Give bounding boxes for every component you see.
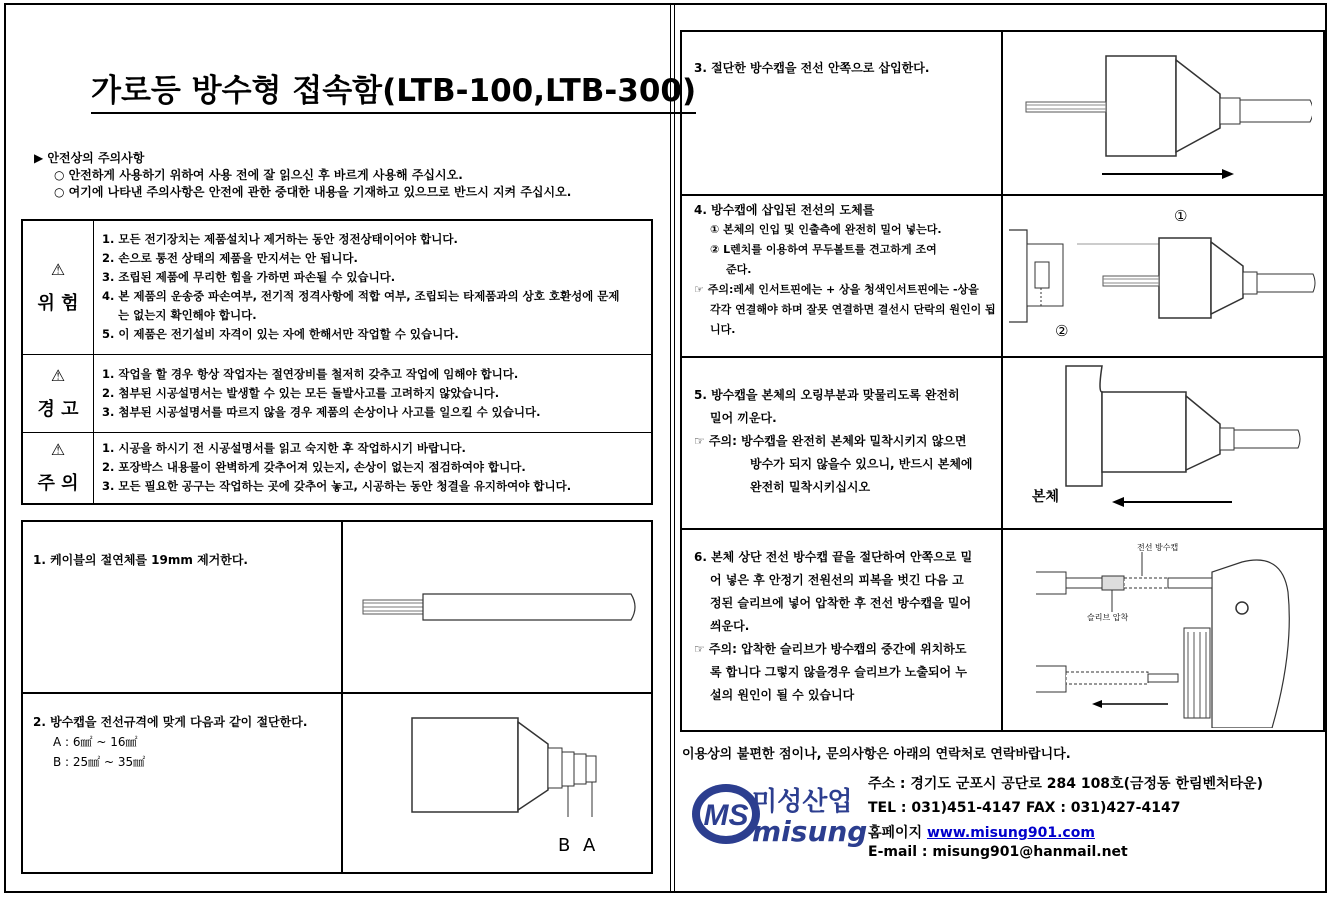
warning-item: 1. 모든 전기장치는 제품설치나 제거하는 동안 정전상태이어야 합니다. xyxy=(102,232,458,247)
step-text-line: ② L렌치를 이용하여 무두볼트를 견고하게 조여 xyxy=(710,243,937,256)
figure-label-a: A xyxy=(583,835,596,856)
steps-right-box xyxy=(680,30,1325,732)
center-divider-inner xyxy=(674,5,675,891)
step-text-line: ☞ 주의:레세 인서트핀에는 + 상을 청색인서트핀에는 -상을 xyxy=(694,283,979,296)
step-5 xyxy=(694,384,973,499)
step-text-line: ☞ 주의: 방수캡을 완전히 본체와 밀착시키지 않으면 xyxy=(694,434,967,448)
step-text-line: ☞ 주의: 압착한 슬리브가 방수캡의 중간에 위치하도 xyxy=(694,642,967,656)
warning-triangle-icon: ⚠ xyxy=(50,440,66,460)
step-text-line: 준다. xyxy=(726,263,752,276)
warning-triangle-icon: ⚠ xyxy=(50,259,66,279)
contact-homepage xyxy=(868,822,1095,842)
warning-label: 주 의 xyxy=(37,473,79,495)
contact-tel-fax: TEL : 031)451-4147 FAX : 031)427-4147 xyxy=(868,800,1181,816)
contact-address: 주소 : 경기도 군포시 공단로 284 108호(금정동 한림벤처타운) xyxy=(868,776,1263,792)
figure-label-1: ① xyxy=(1174,207,1188,225)
warning-item: 2. 포장박스 내용물이 완벽하게 갖추어져 있는지, 손상이 없는지 점검하여야 합니다. xyxy=(102,460,526,475)
step-text-line: 4. 방수캡에 삽입된 전선의 도체를 xyxy=(694,203,875,217)
step-4 xyxy=(694,200,996,340)
step-text-line: 3. 절단한 방수캡을 전선 안쪽으로 삽입한다. xyxy=(694,61,930,75)
warning-row-notice xyxy=(22,432,652,504)
step-text-line: 5. 방수캡을 본체의 오링부분과 맞물리도록 완전히 xyxy=(694,388,960,402)
steps-left-box xyxy=(21,520,653,874)
warning-items xyxy=(94,354,653,432)
step-text-line: 1. 케이블의 절연체를 19mm 제거한다. xyxy=(33,553,248,567)
warning-item: 5. 이 제품은 전기설비 자격이 있는 자에 한해서만 작업할 수 있습니다. xyxy=(102,327,459,342)
sleeve-crimp-figure xyxy=(1032,532,1322,728)
warning-item: 4. 본 제품의 운송중 파손여부, 전기적 정격사항에 적합 여부, 조립되는 타제품과의 상호 호환성에 문제 xyxy=(102,289,620,304)
figure-label-2: ② xyxy=(1055,322,1069,340)
warning-item: 1. 시공을 하시기 전 시공설명서를 읽고 숙지한 후 작업하시기 바랍니다. xyxy=(102,441,466,456)
step-2 xyxy=(33,712,307,772)
warning-item: 2. 손으로 통전 상태의 제품을 만지셔는 안 됩니다. xyxy=(102,251,358,266)
contact-notice: 이용상의 불편한 점이나, 문의사항은 아래의 연락처로 연락바랍니다. xyxy=(682,747,1071,762)
step-6 xyxy=(694,546,972,707)
warning-item: 1. 작업을 할 경우 항상 작업자는 절연장비를 철저히 갖추고 작업에 임해야 합니다. xyxy=(102,366,519,381)
step-text-line: 각각 연결해야 하며 잘못 연결하면 결선시 단락의 원인이 됩 xyxy=(710,303,996,316)
step-3 xyxy=(694,58,929,78)
warning-label-cell xyxy=(22,354,94,432)
contact-email: E-mail : misung901@hanmail.net xyxy=(868,844,1128,860)
warning-item: 3. 모든 필요한 공구는 작업하는 곳에 갖추어 놓고, 시공하는 동안 청결을 유지하여야 합니다. xyxy=(102,479,572,494)
warning-table xyxy=(21,219,653,505)
row-separator xyxy=(23,692,651,694)
step-text-line: 정된 슬리브에 넣어 압착한 후 전선 방수캡을 밀어 xyxy=(710,596,972,610)
row-separator xyxy=(682,194,1323,196)
step-text-line: 방수가 되지 않을수 있으니, 반드시 본체에 xyxy=(750,457,973,471)
warning-item: 2. 첨부된 시공설명서는 발생할 수 있는 모든 돌발사고를 고려하지 않았습니다. xyxy=(102,385,500,400)
page-title: 가로등 방수형 접속함(LTB-100,LTB-300) xyxy=(91,65,696,114)
warning-items xyxy=(94,432,653,504)
figure-label-b: B xyxy=(558,835,571,856)
step-1 xyxy=(33,550,248,570)
body-fit-figure xyxy=(1062,362,1317,522)
safety-line: ○ 여기에 나타낸 주의사항은 안전에 관한 중대한 내용을 기재하고 있으므로 반드시 지켜 주십시오. xyxy=(54,185,572,199)
center-divider xyxy=(670,5,671,891)
warning-row-caution xyxy=(22,354,652,432)
waterproof-cap-cut-figure xyxy=(408,712,608,822)
step-text-line: 니다. xyxy=(710,323,736,336)
column-separator xyxy=(341,522,343,872)
step-text-line: 6. 본체 상단 전선 방수캡 끝을 절단하여 안쪽으로 밀 xyxy=(694,550,973,564)
step-text-line: 완전히 밀착시키십시오 xyxy=(750,480,871,494)
warning-label-cell xyxy=(22,432,94,504)
warning-item: 3. 조립된 제품에 무리한 힘을 가하면 파손될 수 있습니다. xyxy=(102,270,396,285)
figure-label-body: 본체 xyxy=(1032,489,1060,505)
conductor-insert-figure xyxy=(1007,222,1317,332)
step-text-line: 2. 방수캡을 전선규격에 맞게 다음과 같이 절단한다. xyxy=(33,715,308,729)
step-text-line: B : 25㎟ ~ 35㎟ xyxy=(53,755,146,769)
cap-insert-figure xyxy=(1022,46,1312,186)
figure-label-sleeve: 슬리브 압착 xyxy=(1087,613,1129,622)
row-separator xyxy=(682,356,1323,358)
warning-item: 는 없는지 확인해야 합니다. xyxy=(102,308,257,323)
warning-label: 위 험 xyxy=(37,292,79,314)
warning-item: 3. 첨부된 시공설명서를 따르지 않을 경우 제품의 손상이나 사고를 일으킬 수 있습니다. xyxy=(102,404,541,419)
warning-triangle-icon: ⚠ xyxy=(50,365,66,385)
warning-items xyxy=(94,220,653,354)
warning-label: 경 고 xyxy=(37,398,79,420)
warning-label-cell xyxy=(22,220,94,354)
step-text-line: ① 본체의 인입 및 인출측에 완전히 밀어 넣는다. xyxy=(710,223,942,236)
cable-stripped-figure xyxy=(361,582,641,632)
safety-line: ○ 안전하게 사용하기 위하여 사용 전에 잘 읽으신 후 바르게 사용해 주십시오. xyxy=(54,168,463,182)
step-text-line: 어 넣은 후 안정기 전원선의 피복을 벗긴 다음 고 xyxy=(710,573,964,587)
homepage-label: 홈페이지 xyxy=(868,825,927,841)
safety-heading: ▶ 안전상의 주의사항 xyxy=(34,151,145,165)
step-text-line: 설의 원인이 될 수 있습니다 xyxy=(710,688,855,702)
row-separator xyxy=(682,528,1323,530)
logo-text-kr: 미성산업 xyxy=(752,787,853,817)
homepage-link[interactable]: www.misung901.com xyxy=(926,825,1095,841)
warning-row-danger xyxy=(22,220,652,354)
step-text-line: 록 합니다 그렇지 않을경우 슬리브가 노출되어 누 xyxy=(710,665,967,679)
step-text-line: 밀어 끼운다. xyxy=(710,411,777,425)
step-text-line: A : 6㎟ ~ 16㎟ xyxy=(53,735,138,749)
manual-page xyxy=(4,3,1327,893)
logo-text-en: misung xyxy=(752,815,868,848)
step-text-line: 씌운다. xyxy=(710,619,750,633)
logo-mark: MS xyxy=(703,799,749,832)
figure-label-cap: 전선 방수캡 xyxy=(1137,543,1179,552)
column-separator xyxy=(1001,32,1003,730)
